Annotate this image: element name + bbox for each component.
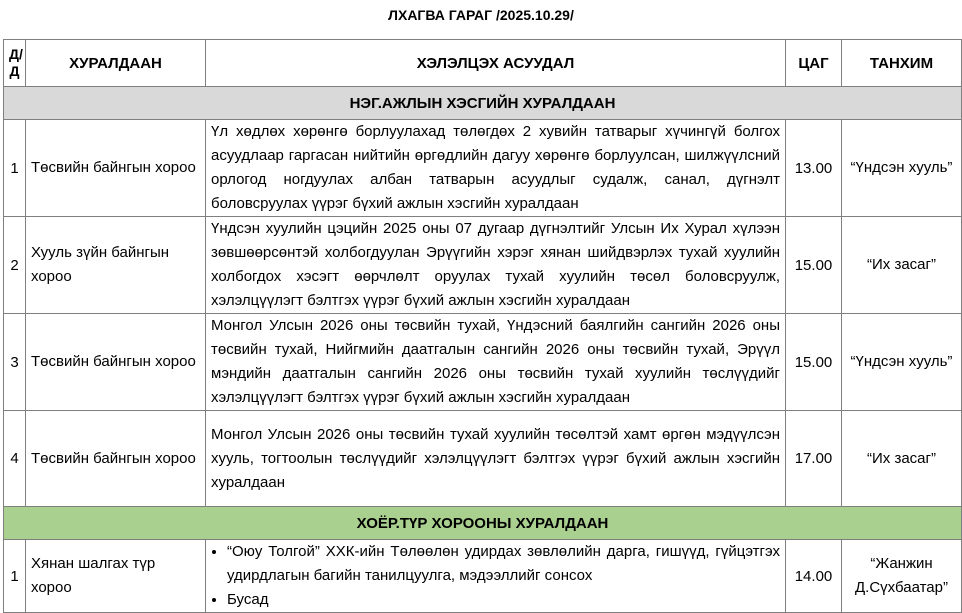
section-title: НЭГ.АЖЛЫН ХЭСГИЙН ХУРАЛДААН xyxy=(4,87,962,120)
agenda-list-item: • Бусад xyxy=(227,588,780,612)
section-heading-row xyxy=(4,87,962,120)
section-heading-row xyxy=(4,507,962,540)
page-title: ЛХАГВА ГАРАГ /2025.10.29/ xyxy=(388,7,574,23)
table-row xyxy=(4,314,962,411)
table-row xyxy=(4,217,962,314)
row-agenda: Үл хөдлөх хөрөнгө борлуулахад төлөгдөх 2 хувийн татварыг хүчингүй болгох асуудлаар гаргасан нийтийн өргөдлийн дагуу хөрөнгө борлуулсан, шилжүүлсний орлогод ногдуулах албан татварын асуудлыг судалж, санал, дүгнэлт боловсруулах үүрэг бүхий ажлын хэсгийн хуралдаан xyxy=(206,120,786,217)
agenda-list xyxy=(211,540,780,612)
row-number: 1 xyxy=(4,540,26,613)
table-row xyxy=(4,540,962,613)
section-title: ХОЁР.ТҮР ХОРООНЫ ХУРАЛДААН xyxy=(4,507,962,540)
row-number: 3 xyxy=(4,314,26,411)
row-time: 14.00 xyxy=(786,540,842,613)
row-committee: Төсвийн байнгын хороо xyxy=(26,120,206,217)
header-time: ЦАГ xyxy=(786,40,842,87)
table-row xyxy=(4,411,962,507)
row-committee: Төсвийн байнгын хороо xyxy=(26,411,206,507)
row-room: “Үндсэн хууль” xyxy=(842,120,962,217)
table-row xyxy=(4,120,962,217)
row-committee: Хянан шалгах түр хороо xyxy=(26,540,206,613)
row-agenda: Үндсэн хуулийн цэцийн 2025 оны 07 дугаар дүгнэлтийг Улсын Их Хурал хүлээн зөвшөөрсөнтэй холбогдуулан Эрүүгийн хэрэг хянан шийдвэрлэх тухай хуулийн холбогдох хэсэгт өөрчлөлт оруулах тухай хуулийн төсөл боловсруулж, хэлэлцүүлэгт бэлтгэх үүрэг бүхий ажлын хэсгийн хуралдаан xyxy=(206,217,786,314)
row-agenda: Монгол Улсын 2026 оны төсвийн тухай, Үндэсний баялгийн сангийн 2026 оны төсвийн тухай, Нийгмийн даатгалын сангийн 2026 оны төсвийн тухай, Эрүүл мэндийн даатгалын сангийн 2026 оны төсвийн тухай хуулийн төслүүдийг хэлэлцүүлэгт бэлтгэх үүрэг бүхий ажлын хэсгийн хуралдаан xyxy=(206,314,786,411)
row-room: “Жанжин Д.Сүхбаатар” xyxy=(842,540,962,613)
row-number: 4 xyxy=(4,411,26,507)
row-room: “Их засаг” xyxy=(842,411,962,507)
row-room: “Их засаг” xyxy=(842,217,962,314)
row-time: 15.00 xyxy=(786,217,842,314)
header-num: Д/Д xyxy=(4,40,26,87)
header-committee: ХУРАЛДААН xyxy=(26,40,206,87)
row-time: 13.00 xyxy=(786,120,842,217)
table-header-row xyxy=(4,40,962,87)
row-room: “Үндсэн хууль” xyxy=(842,314,962,411)
agenda-list-item: • “Оюу Толгой” ХХК-ийн Төлөөлөн удирдах зөвлөлийн дарга, гишүүд, гүйцэтгэх удирдлагын багийн танилцуулга, мэдээллийг сонсох xyxy=(227,540,780,588)
row-time: 15.00 xyxy=(786,314,842,411)
header-agenda: ХЭЛЭЛЦЭХ АСУУДАЛ xyxy=(206,40,786,87)
row-time: 17.00 xyxy=(786,411,842,507)
row-committee: Хууль зүйн байнгын хороо xyxy=(26,217,206,314)
row-number: 1 xyxy=(4,120,26,217)
header-room: ТАНХИМ xyxy=(842,40,962,87)
schedule-table xyxy=(3,39,962,613)
row-agenda xyxy=(206,540,786,613)
row-agenda: Монгол Улсын 2026 оны төсвийн тухай хуулийн төсөлтэй хамт өргөн мэдүүлсэн хууль, тогтоолын төслүүдийг хэлэлцүүлэгт бэлтгэх үүрэг бүхий ажлын хэсгийн хуралдаан xyxy=(206,411,786,507)
row-number: 2 xyxy=(4,217,26,314)
row-committee: Төсвийн байнгын хороо xyxy=(26,314,206,411)
